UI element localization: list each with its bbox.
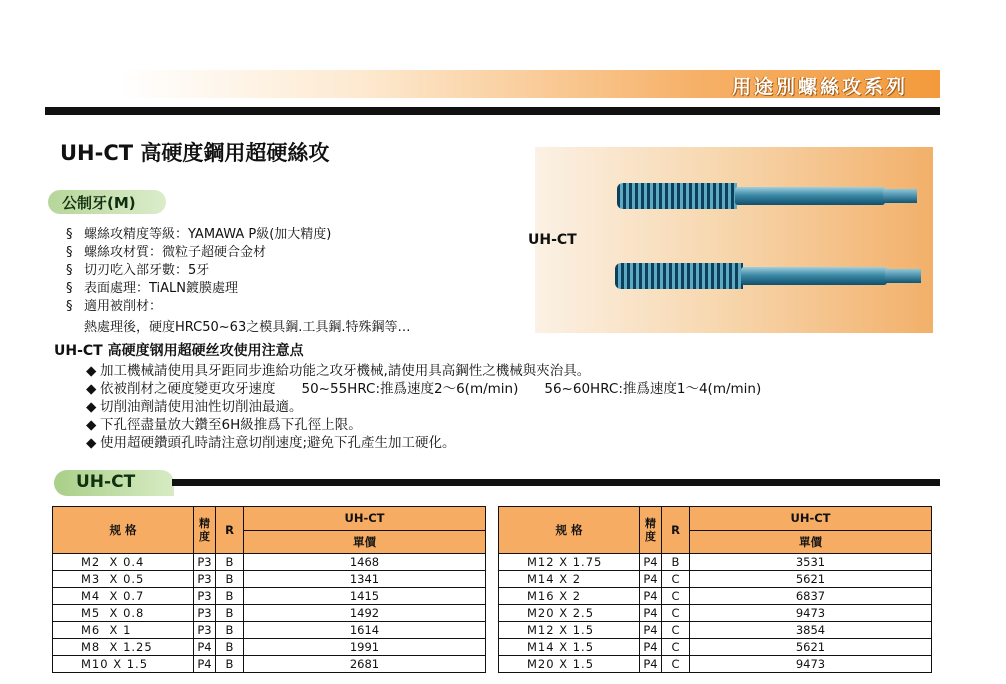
cell-r: C: [662, 605, 690, 622]
cell-r: B: [216, 588, 244, 605]
cell-price: 9473: [690, 656, 932, 673]
cell-precision: P3: [194, 605, 216, 622]
table-row: [53, 588, 486, 605]
cell-precision: P3: [194, 588, 216, 605]
cell-price: 1614: [244, 622, 486, 639]
cell-r: C: [662, 656, 690, 673]
cell-r: C: [662, 622, 690, 639]
cell-spec: M4 X 0.7: [53, 588, 194, 605]
cell-r: C: [662, 571, 690, 588]
cell-spec: M20 X 1.5: [499, 656, 640, 673]
cell-spec: M10 X 1.5: [53, 656, 194, 673]
cell-r: B: [216, 656, 244, 673]
table-row: [499, 622, 932, 639]
spec-item: § 表面處理：TiALN鍍膜處理: [66, 281, 239, 296]
col-header-product: UH-CT: [690, 507, 932, 531]
table-row: [499, 554, 932, 571]
cell-precision: P4: [640, 571, 662, 588]
note-item: ◆ 切削油劑請使用油性切削油最適。: [86, 399, 303, 415]
col-header-price: 單價: [690, 530, 932, 554]
photo-label: UH-CT: [528, 232, 577, 248]
cell-precision: P4: [640, 639, 662, 656]
table-row: [499, 571, 932, 588]
col-header-product: UH-CT: [244, 507, 486, 531]
spec-item: § 切刃吃入部牙數：5牙: [66, 263, 210, 278]
price-table-right: [498, 506, 932, 673]
note-item: ◆ 加工機械請使用具牙距同步進給功能之攻牙機械,請使用具高鋼性之機械與夾治具。: [86, 363, 591, 379]
cell-precision: P4: [640, 656, 662, 673]
cell-spec: M6 X 1: [53, 622, 194, 639]
table-row: [53, 622, 486, 639]
header-rule: [45, 107, 940, 115]
cell-spec: M2 X 0.4: [53, 554, 194, 571]
col-header-spec: 规 格: [53, 507, 194, 554]
cell-spec: M16 X 2: [499, 588, 640, 605]
tap-image-top: [617, 183, 917, 209]
table-row: [53, 656, 486, 673]
price-table-left: [52, 506, 486, 673]
cell-spec: M20 X 2.5: [499, 605, 640, 622]
cell-price: 2681: [244, 656, 486, 673]
section-tab-label: UH-CT: [76, 472, 136, 492]
cell-r: B: [216, 605, 244, 622]
spec-continuation: 熱處理後，硬度HRC50~63之模具鋼.工具鋼.特殊鋼等…: [84, 320, 411, 335]
cell-price: 3531: [690, 554, 932, 571]
cell-r: C: [662, 639, 690, 656]
cell-spec: M14 X 2: [499, 571, 640, 588]
table-row: [53, 639, 486, 656]
cell-spec: M12 X 1.75: [499, 554, 640, 571]
product-photo: [535, 147, 933, 333]
cell-price: 1341: [244, 571, 486, 588]
spec-item: § 螺絲攻精度等級：YAMAWA P級(加大精度): [66, 227, 332, 242]
table-row: [499, 639, 932, 656]
cell-r: B: [216, 571, 244, 588]
col-header-r: R: [662, 507, 690, 554]
cell-spec: M14 X 1.5: [499, 639, 640, 656]
spec-item: § 適用被削材：: [66, 299, 163, 314]
cell-spec: M3 X 0.5: [53, 571, 194, 588]
note-item: ◆ 下孔徑盡量放大鑽至6H級推爲下孔徑上限。: [86, 417, 362, 433]
cell-price: 6837: [690, 588, 932, 605]
table-row: [53, 605, 486, 622]
cell-price: 1991: [244, 639, 486, 656]
cell-precision: P4: [640, 588, 662, 605]
cell-r: B: [216, 554, 244, 571]
cell-price: 1492: [244, 605, 486, 622]
cell-precision: P4: [640, 605, 662, 622]
table-row: [499, 605, 932, 622]
table-row: [499, 656, 932, 673]
cell-precision: P3: [194, 571, 216, 588]
cell-r: B: [216, 639, 244, 656]
cell-precision: P3: [194, 554, 216, 571]
table-row: [53, 571, 486, 588]
cell-precision: P3: [194, 622, 216, 639]
col-header-price: 單價: [244, 530, 486, 554]
col-header-r: R: [216, 507, 244, 554]
cell-price: 1468: [244, 554, 486, 571]
cell-price: 5621: [690, 639, 932, 656]
metric-label: 公制牙(M): [62, 194, 136, 212]
notes-title: UH-CT 高硬度钢用超硬丝攻使用注意点: [54, 343, 304, 359]
col-header-spec: 规 格: [499, 507, 640, 554]
col-header-precision: 精度: [640, 507, 662, 554]
cell-spec: M12 X 1.5: [499, 622, 640, 639]
cell-price: 9473: [690, 605, 932, 622]
cell-precision: P4: [640, 622, 662, 639]
note-item: ◆ 依被削材之硬度變更攻牙速度 50~55HRC:推爲速度2～6(m/min) 56~60HRC:推爲速度1～4(m/min): [86, 381, 762, 397]
cell-r: C: [662, 588, 690, 605]
cell-spec: M8 X 1.25: [53, 639, 194, 656]
col-header-precision: 精度: [194, 507, 216, 554]
section-rule: [172, 479, 940, 486]
note-item: ◆ 使用超硬鑽頭孔時請注意切削速度;避免下孔產生加工硬化。: [86, 435, 456, 451]
spec-item: § 螺絲攻材質：微粒子超硬合金材: [66, 245, 267, 260]
cell-r: B: [662, 554, 690, 571]
product-title: UH-CT 高硬度鋼用超硬絲攻: [60, 141, 330, 165]
series-title: 用途別螺絲攻系列: [731, 76, 908, 98]
table-row: [499, 588, 932, 605]
cell-precision: P4: [194, 639, 216, 656]
table-row: [53, 554, 486, 571]
cell-price: 3854: [690, 622, 932, 639]
cell-precision: P4: [640, 554, 662, 571]
cell-price: 5621: [690, 571, 932, 588]
cell-price: 1415: [244, 588, 486, 605]
cell-precision: P4: [194, 656, 216, 673]
tap-image-bottom: [615, 263, 921, 289]
cell-r: B: [216, 622, 244, 639]
cell-spec: M5 X 0.8: [53, 605, 194, 622]
